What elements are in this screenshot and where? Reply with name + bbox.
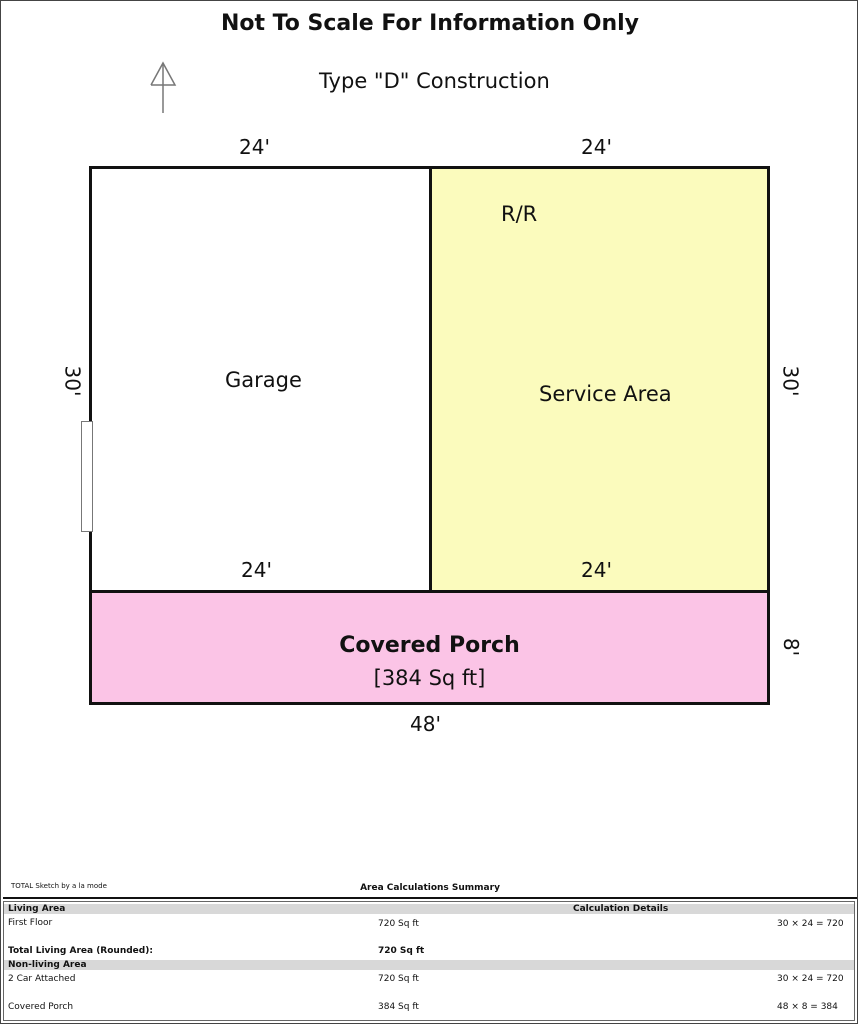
dim-porch-depth: 8' [779,637,804,657]
non-living-band [4,960,854,970]
porch-summary-calc: 48 × 8 = 384 [777,1002,838,1012]
first-floor-calc: 30 × 24 = 720 [777,919,844,929]
summary-title: Area Calculations Summary [360,883,500,893]
porch-label: Covered Porch [339,633,520,658]
garage-summary-calc: 30 × 24 = 720 [777,974,844,984]
porch-summary-label: Covered Porch [8,1002,74,1012]
page-title: Not To Scale For Information Only [220,11,640,36]
total-living-area: 720 Sq ft [378,946,425,956]
porch-area-label: [384 Sq ft] [373,666,486,690]
service-area-room [429,166,770,593]
dim-top-left: 24' [239,135,270,159]
dim-mid-right: 24' [581,558,612,582]
rr-label: R/R [501,202,538,226]
dim-bottom: 48' [410,712,441,736]
garage-summary-area: 720 Sq ft [378,974,419,984]
calc-details-header: Calculation Details [573,904,669,914]
garage-summary-label: 2 Car Attached [8,974,76,984]
service-area-label: Service Area [539,382,672,406]
total-living-label: Total Living Area (Rounded): [8,946,153,956]
non-living-header: Non-living Area [8,960,87,970]
dim-mid-left: 24' [241,558,272,582]
living-area-header: Living Area [8,904,66,914]
first-floor-label: First Floor [8,918,53,928]
porch-summary-area: 384 Sq ft [378,1002,419,1012]
sketch-credit: TOTAL Sketch by a la mode [11,882,107,890]
summary-divider [3,897,857,899]
north-arrow-icon [147,59,179,115]
living-area-band [4,904,854,914]
dim-top-right: 24' [581,135,612,159]
garage-label: Garage [225,368,302,392]
garage-door [81,421,93,532]
first-floor-area: 720 Sq ft [378,919,419,929]
dim-right: 30' [778,365,803,397]
construction-type: Type "D" Construction [319,69,550,93]
dim-left: 30' [60,365,85,397]
